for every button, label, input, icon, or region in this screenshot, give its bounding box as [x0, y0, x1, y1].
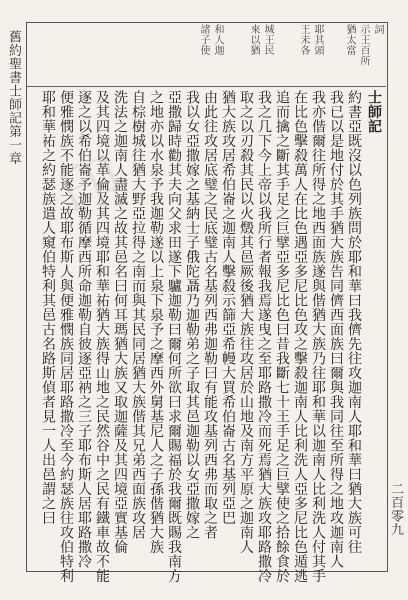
chapter-column: 猶大族攻居希伯崙之迦南人擊殺示篩亞希幔大買希伯崙古名基列亞巴 [220, 90, 236, 525]
chapter-column: 在比色擊殺萬人在比色遇亞多尼比色攻之擊殺迦南人比利洗人亞多尼比色遁逃 [292, 90, 308, 583]
chapter-column: 洗法之迦南人盡滅之故其邑名曰何耳瑪猶大族又取迦薩及其四境亞實基倫 [112, 90, 128, 554]
note-column: 王未各 [298, 24, 309, 56]
note-column: 猶太當 [344, 24, 355, 56]
chapter-column: 自棕樹城往猶大野亞拉得之南而與其民同居猶大族偕其兄弟西面族攻居 [130, 90, 146, 540]
note-column: 和人迦 [212, 24, 223, 56]
note-column: 耶其頭 [312, 24, 323, 56]
watermark: 印 [50, 143, 135, 232]
chapter-column: 由此往攻居底璧之民底璧古名基列西弗迦勒曰有能攻基列西弗而取之者 [202, 90, 218, 540]
chapter-column: 我亦偕爾往所得之地西面族遂與偕猶大族乃往耶和華以迦南人比利洗人付其手 [310, 90, 326, 583]
chapter-column: 便雅憫族不能逐之故耶布斯人與便雅憫族同居耶路撒冷至今約瑟族往攻伯特利 [58, 90, 74, 583]
notes-divider [26, 86, 386, 87]
chapter-title: 士師記 [366, 90, 382, 134]
chapter-column: 我以女亞撒嫁之基納士子俄陀聶乃迦勒弟之子取其邑迦勒以女亞撒嫁之 [184, 90, 200, 540]
chapter-column: 追而擒之斷其手足之巨擘亞多尼比色曰昔我斷七十王手足之巨擘使之拾餘食於 [274, 90, 290, 583]
chapter-column: 逐之以希伯崙予迦勒循摩西所命迦勒自彼逐亞衲之三子耶布斯人居耶路撒冷 [76, 90, 92, 569]
note-column: 諸子使 [198, 24, 209, 56]
chapter-column: 約書亞既沒以色列族問於耶和華曰我儕先往攻迦南人耶和華曰猶大族可往 [346, 90, 362, 554]
note-column: 城王民 [262, 24, 273, 56]
chapter-column: 取之以刃殺其民以火燬其邑厥後猶大族往攻居於山地及南方平原之迦南人 [238, 90, 254, 554]
chapter-column: 我已以是地付於其手猶大族告同儕西面族曰爾與我同往至所得之地攻迦南人 [328, 90, 344, 569]
chapter-column: 我之几下今上帝以我所行者報我焉遂曳之至耶路撒冷而死焉猶大族攻耶路撒冷 [256, 90, 272, 583]
chapter-column: 之地亦以水泉予我迦勒遂以上泉下泉予之摩西外舅基尼人之子孫偕猶大族 [148, 90, 164, 554]
notes-area [30, 24, 382, 84]
note-column: 示王百所 [358, 24, 369, 66]
note-column: 詞 [372, 24, 383, 35]
chapter-column: 耶和華祐之約瑟族遣人窺伯特利其邑古名路斯偵者見一人出邑謂之曰 [40, 90, 56, 525]
note-column: 來以猶 [248, 24, 259, 56]
chapter-column: 亞撒歸時勸其夫向父求田遂下驢迦勒曰爾何所欲曰求爾賜福於我爾既賜我南方 [166, 90, 182, 583]
chapter-column: 及其四境以革倫及其四境耶和華祐猶大族得山地之民然谷中之民有鐵車故不能 [94, 90, 110, 583]
page-number: 二百零九 [388, 482, 403, 536]
margin-title: 舊約聖書士師記第一章 [6, 30, 21, 165]
